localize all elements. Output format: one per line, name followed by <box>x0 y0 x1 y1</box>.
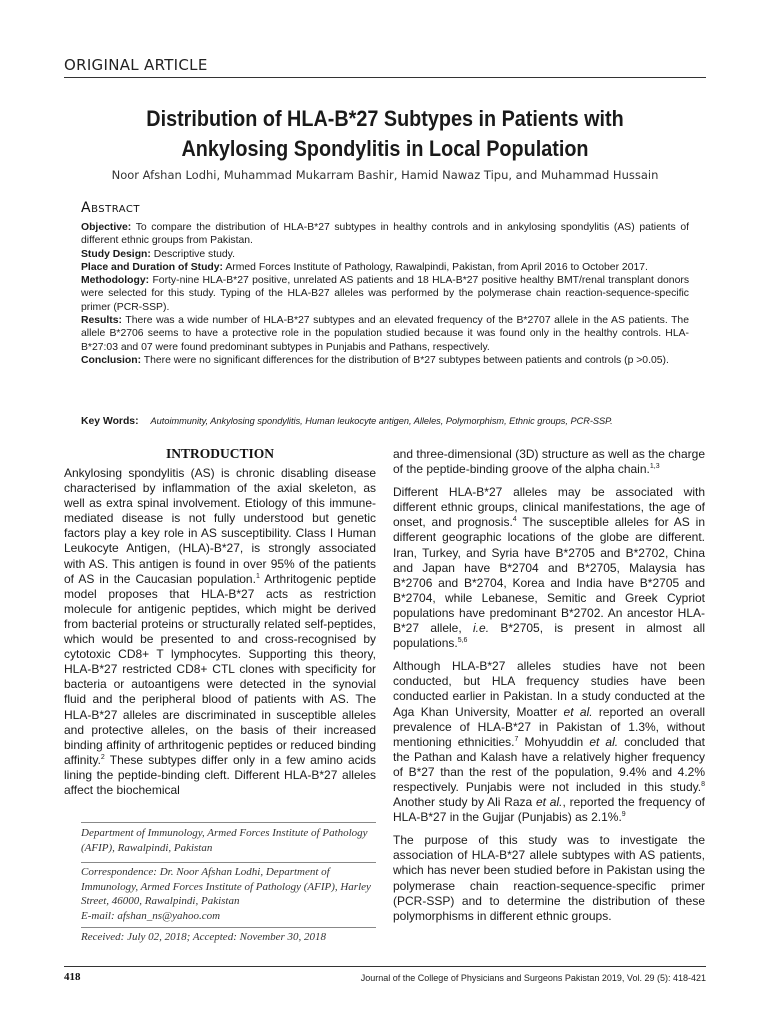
abstract-conclusion <box>81 354 689 367</box>
citation-ref: 5,6 <box>457 637 468 645</box>
intro-p3-part-c: Mohyuddin <box>518 734 590 749</box>
received-accepted-dates: Received: July 02, 2018; Accepted: November 30, 2018 <box>81 931 327 943</box>
article-title: Distribution of HLA-B*27 Subtypes in Patients with Ankylosing Spondylitis in Local Population <box>146 106 624 161</box>
design-text: Descriptive study. <box>153 248 235 260</box>
intro-paragraph-3 <box>393 659 705 825</box>
footer-divider <box>64 966 706 967</box>
results-text: There was a wide number of HLA-B*27 subtypes and an elevated frequency of the B*2707 allele in the AS patients. The allele B*2706 seems to have a protective role in the population studied because it was found only in the healthy controls. HLA-B*27:03 and 07 were found predominant subtypes in Punjabis and Pathans, respectively. <box>81 315 689 353</box>
results-label: Results: <box>81 315 122 327</box>
citation-ref: 8 <box>701 780 705 788</box>
et-al: et al. <box>563 704 593 719</box>
affiliation-divider <box>81 927 376 928</box>
abstract-results <box>81 314 689 354</box>
et-al: et al. <box>589 734 619 749</box>
keywords-line <box>81 416 701 427</box>
affiliation-department: Department of Immunology, Armed Forces Institute of Pathology (AFIP), Rawalpindi, Pakistan <box>81 827 368 854</box>
place-label: Place and Duration of Study: <box>81 261 224 273</box>
intro-p2-part-b: The susceptible alleles for AS in different geographic locations of the globe are different. Iran, Turkey, and Syria have B*2705 and B*2702, China and Japan have B*2704 and B*2705, Malaysia has B*2706 and B*2704, Korea and India have B*2705 and B*2704, while Lebanese, Semitic and Greek Cypriot populations have predominant B*2702. An ancestor HLA-B*27 allele, <box>393 515 705 636</box>
intro-p1-part-a: Ankylosing spondylitis (AS) is chronic disabling disease characterised by inflammation of the axial skeleton, as well as extra spinal involvement. Etiology of this immune-mediated disease is not fully understood but genetic factors play a key role in AS susceptibility. Class I Human Leukocyte Antigen, (HLA)-B*27, is strongly associated with AS. This antigen is found in over 95% of the patients of AS in the Caucasian population. <box>64 466 376 586</box>
et-al: et al. <box>535 795 563 810</box>
abstract-place <box>81 261 689 274</box>
intro-p2-ie: i.e. <box>473 621 490 636</box>
keywords-label: Key Words: <box>81 416 139 427</box>
affiliation-top-divider <box>81 822 376 823</box>
place-text: Armed Forces Institute of Pathology, Rawalpindi, Pakistan, from April 2016 to October 2017. <box>225 261 648 273</box>
correspondence-text: Correspondence: Dr. Noor Afshan Lodhi, Department of Immunology, Armed Forces Institute of Pathology (AFIP), Harley Street, 46000, Rawalpindi, Pakistan <box>81 866 371 907</box>
author-list: Noor Afshan Lodhi, Muhammad Mukarram Bashir, Hamid Nawaz Tipu, and Muhammad Hussain <box>111 168 659 182</box>
abstract-objective <box>81 221 689 248</box>
introduction-heading: INTRODUCTION <box>165 446 274 461</box>
citation-ref: 7 <box>514 735 519 743</box>
correspondence-block <box>81 865 376 923</box>
journal-citation: Journal of the College of Physicians and Surgeons Pakistan 2019, Vol. 29 (5): 418-421 <box>360 973 706 983</box>
correspondence-email: E-mail: afshan_ns@yahoo.com <box>81 909 221 922</box>
header-divider <box>64 77 706 78</box>
intro-p1-continued-text: and three-dimensional (3D) structure as well as the charge of the peptide-binding groove of the alpha chain. <box>393 447 705 477</box>
methodology-text: Forty-nine HLA-B*27 positive, unrelated AS patients and 18 HLA-B*27 positive healthy BMT/renal transplant donors were selected for this study. Typing of the HLA-B27 alleles was performed by the polymerase chain reaction-sequence-specific primer (PCR-SSP). <box>81 275 690 313</box>
page-number: 418 <box>64 971 81 983</box>
abstract-body <box>81 221 689 367</box>
intro-p1-part-b: Arthritogenic peptide model proposes that HLA-B*27 acts as restriction molecule for antigenic peptides, which might be derived from bacterial proteins or structurally related self-peptides, which would be presented to and cross-recognised by cytotoxic CD8+ T lymphocytes. Supporting this theory, HLA-B*27 restricted CD8+ CTL clones with specificity for bacteria or autoantigens were detected in the synovial fluid and the peripheral blood of patients with AS. The HLA-B*27 alleles are discriminated in susceptible alleles and protective alleles, on the basis of their increased binding affinity of arthritogenic peptides or reduced binding affinity. <box>64 571 376 767</box>
section-label: ORIGINAL ARTICLE <box>64 56 208 74</box>
intro-paragraph-1 <box>64 466 376 798</box>
intro-p1-part-c: These subtypes differ only in a few amino acids lining the peptide-binding cleft. Different HLA-B*27 alleles affect the biochemical <box>64 752 376 797</box>
keywords-text: Autoimmunity, Ankylosing spondylitis, Human leukocyte antigen, Alleles, Polymorphism, Ethnic groups, PCR-SSP. <box>150 416 613 426</box>
design-label: Study Design: <box>81 248 151 260</box>
objective-label: Objective: <box>81 222 132 233</box>
intro-paragraph-2 <box>393 485 705 651</box>
affiliation-divider <box>81 862 376 863</box>
intro-p3-part-d: concluded that the Pathan and Kalash have a relatively higher frequency of B*27 than the rest of the population, 9.4% and 4.2% respectively. Punjabis were not included in this study. <box>393 734 706 794</box>
intro-p2-part-a: Different HLA-B*27 alleles may be associated with different ethnic groups, clinical manifestations, the age of onset, and prognosis. <box>393 485 705 530</box>
citation-ref: 1 <box>255 572 260 580</box>
intro-p3-part-e: Another study by Ali Raza <box>393 795 536 810</box>
abstract-design <box>81 248 689 261</box>
abstract-methodology <box>81 274 689 314</box>
citation-ref: 1,3 <box>649 463 660 471</box>
citation-ref: 9 <box>621 811 626 819</box>
citation-ref: 2 <box>100 753 105 761</box>
right-column <box>393 447 705 924</box>
conclusion-text: There were no significant differences for the distribution of B*27 subtypes between patients and controls (p >0.05). <box>143 354 669 366</box>
methodology-label: Methodology: <box>81 275 150 287</box>
intro-p3-part-b: reported an overall prevalence of HLA-B*27 in Pakistan of 1.3%, without mentioning ethnicities. <box>393 704 705 749</box>
intro-paragraph-1-continued <box>393 447 705 477</box>
intro-paragraph-4: The purpose of this study was to investigate the association of HLA-B*27 allele subtypes with AS patients, which has never been studied before in Pakistan using the polymerase chain reaction-sequence-specific primer (PCR-SSP) and to determine the distribution of these polymorphisms in different ethnic groups. <box>393 833 705 923</box>
intro-p3-part-a: Although HLA-B*27 alleles studies have not been conducted, but HLA frequency studies have been conducted earlier in Pakistan. In a study conducted at the Aga Khan University, Moatter <box>393 659 705 719</box>
conclusion-label: Conclusion: <box>81 354 142 366</box>
objective-text: To compare the distribution of HLA-B*27 subtypes in healthy controls and in ankylosing spondylitis (AS) patients of different ethnic groups from Pakistan. <box>81 222 689 247</box>
intro-p3-part-f: , reported the frequency of HLA-B*27 in the Gujjar (Punjabis) as 2.1%. <box>393 795 705 825</box>
citation-ref: 4 <box>512 516 517 524</box>
intro-p2-part-c: B*2705, is present in almost all populations. <box>393 621 706 651</box>
left-column <box>64 466 376 798</box>
abstract-heading: Abstract <box>81 200 141 216</box>
